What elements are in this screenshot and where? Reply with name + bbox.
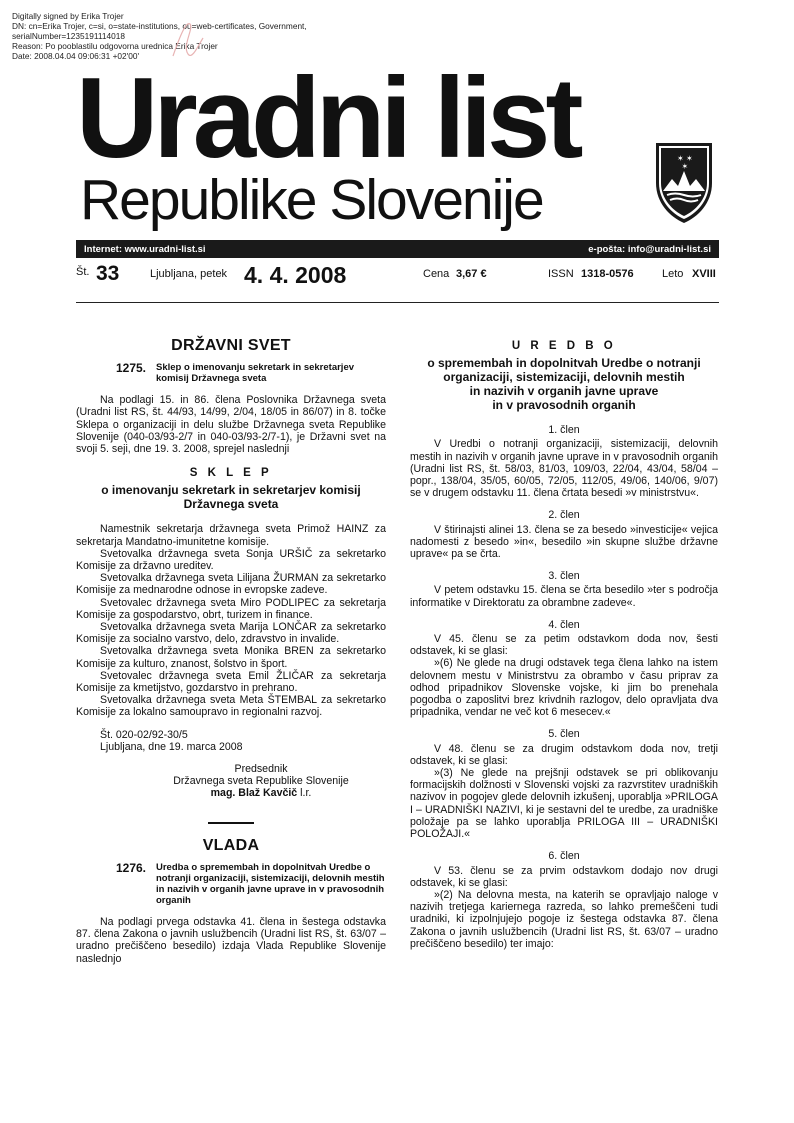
act-title-line: in v pravosodnih organih bbox=[492, 398, 636, 413]
act-title-line: in nazivih v organih javne uprave bbox=[469, 384, 659, 399]
signatory-org: Državnega sveta Republike Slovenije bbox=[173, 775, 349, 788]
signatory bbox=[136, 763, 386, 800]
issn-value: 1318-0576 bbox=[581, 268, 634, 280]
entry-title: Sklep o imenovanju sekretark in sekretarjev komisij Državnega sveta bbox=[156, 362, 355, 385]
website-link[interactable]: Internet: www.uradni-list.si bbox=[84, 243, 206, 255]
year-label: Leto bbox=[662, 268, 684, 280]
act-title: o imenovanju sekretark in sekretarjev komisij Državnega sveta bbox=[101, 483, 361, 512]
paragraph: Svetovalec državnega sveta Emil ŽLIČAR za sekretarja Komisije za kmetijstvo, gozdarstvo in prehrano. bbox=[76, 669, 386, 695]
signature-line: DN: cn=Erika Trojer, c=si, o=state-institutions, ou=web-certificates, Government, bbox=[12, 21, 307, 31]
section-heading: DRŽAVNI SVET bbox=[171, 337, 291, 354]
issue-date: 4. 4. 2008 bbox=[244, 262, 347, 288]
entry-header bbox=[76, 862, 386, 906]
paragraph: V 53. členu se za prvim odstavkom dodajo nov drugi odstavek, ki se glasi: bbox=[410, 864, 718, 889]
masthead-subtitle: Republike Slovenije bbox=[80, 168, 543, 232]
paragraph: Svetovalka državnega sveta Marija LONČAR za sekretarko Komisije za socialno varstvo, delo, zdravstvo in invalide. bbox=[76, 621, 386, 646]
article-heading: 4. člen bbox=[548, 618, 580, 631]
entry-number: 1275. bbox=[115, 361, 146, 376]
digital-signature bbox=[12, 11, 307, 61]
signatory-suffix: l.r. bbox=[297, 787, 312, 800]
act-title bbox=[410, 356, 718, 412]
paragraph: »(3) Ne glede na prejšnji odstavek se pri oblikovanju formacijskih dolžnosti v Slovenski vojski za razvrstitev uradniških nazivov in pogojev glede delovnih izkušenj, uporablja »PRILOGA I – URADNIŠKI NAZIVI, ki je sestavni del te uredbe, za uradniške položaje pa se lahko uporablja PRILOGA III – URADNIŠKI POLOŽAJI.« bbox=[410, 767, 718, 841]
issue-number-label: Št. bbox=[76, 266, 90, 278]
article-heading: 6. člen bbox=[548, 850, 580, 863]
signatory-name: mag. Blaž Kavčič bbox=[210, 787, 298, 800]
paragraph: Na podlagi prvega odstavka 41. člena in šestega odstavka 87. člena Zakona o javnih uslužbencih (Uradni list RS, št. 63/07 – uradno prečiščeno besedilo) izdaja Vlada Republike Slovenije naslednjo bbox=[76, 915, 386, 965]
article-heading: 3. člen bbox=[548, 570, 580, 583]
header-divider bbox=[76, 302, 719, 303]
paragraph: V 48. členu se za drugim odstavkom doda nov, tretji odstavek, ki se glasi: bbox=[410, 742, 718, 767]
price-value: 3,67 € bbox=[456, 268, 487, 280]
paragraph: Na podlagi 15. in 86. člena Poslovnika Državnega sveta (Uradni list RS, št. 44/93, 14/99, 2/04, 18/05 in 86/07) in 8. točke Sklepa o organizaciji in delu službe Državnega sveta Republike Slovenije (040-03/93-2/7 in 040-03/93-2/7-1), je Državni svet na svoji 5. seji, dne 19. 3. 2008, sprejel naslednji bbox=[76, 394, 386, 456]
paragraph: Svetovalka državnega sveta Lilijana ŽURMAN za sekretarko Komisije za mednarodne odnose in evropske zadeve. bbox=[76, 572, 386, 597]
coat-of-arms-icon bbox=[650, 139, 718, 225]
paragraph: Namestnik sekretarja državnega sveta Primož HAINZ za sekretarja Mandatno-imunitetne komisije. bbox=[76, 523, 386, 548]
paragraph: V štirinajsti alinei 13. člena se za besedo »investicije« vejica nadomesti z besedo »in«, besedilo »in skupne službe državne uprave« pa se črta. bbox=[410, 523, 718, 561]
paragraph: »(6) Ne glede na drugi odstavek tega člena lahko na istem delovnem mestu v Ministrstvu za obrambo v času priprav za odhod pripadnikov Slovenske vojske, ki jim bo prenehala pogodba o zaposlitvi brez krivdnih razlogov, delo opravljata dva pripadnika, vendar ne več kot 6 mesecev.« bbox=[410, 657, 718, 719]
left-column bbox=[76, 337, 386, 965]
email-link[interactable]: e-pošta: info@uradni-list.si bbox=[588, 243, 711, 255]
paragraph: Svetovalec državnega sveta Miro PODLIPEC za sekretarja Komisije za gospodarstvo, obrt, turizem in finance. bbox=[76, 596, 386, 621]
paragraph: Svetovalka državnega sveta Monika BREN za sekretarko Komisije za kulturo, znanost, šolstvo in šport. bbox=[76, 645, 386, 670]
issue-place-day: Ljubljana, petek bbox=[150, 268, 228, 280]
article-heading: 2. člen bbox=[548, 509, 580, 522]
signature-line: Reason: Po pooblastilu odgovorna urednica Erika Trojer bbox=[12, 41, 218, 51]
article-heading: 1. člen bbox=[548, 424, 580, 437]
right-column bbox=[410, 340, 718, 950]
masthead-title: Uradni list bbox=[76, 55, 579, 182]
act-title-line: organizaciji, sistemizaciji, delovnih mestih bbox=[443, 370, 685, 385]
issn-label: ISSN bbox=[548, 268, 574, 280]
paragraph: »(2) Na delovna mesta, na katerih se opravljajo naloge v nazivih tretjega kariernega razreda, so lahko premeščeni tudi uradniki, ki izpolnjujejo pogoje iz šestega odstavka 87. člena Zakona o javnih uslužbencih (Uradni list RS, št. 63/07 – uradno prečiščeno besedilo) ter imajo: bbox=[410, 888, 718, 950]
paragraph: V 45. členu se za petim odstavkom doda nov, šesti odstavek, ki se glasi: bbox=[410, 633, 718, 658]
article-heading: 5. člen bbox=[548, 728, 580, 741]
reference-date: Ljubljana, dne 19. marca 2008 bbox=[100, 740, 243, 753]
entry-header bbox=[76, 362, 386, 384]
signatory-name-line bbox=[136, 787, 386, 799]
price-label: Cena bbox=[423, 268, 450, 280]
issue-number: 33 bbox=[96, 262, 120, 285]
act-type: U R E D B O bbox=[511, 340, 617, 352]
entry-title: Uredba o spremembah in dopolnitvah Uredbe o notranji organizaciji, sistemizaciji, delovnih mestih in nazivih v organih javne uprave in v pravosodnih organih bbox=[156, 861, 385, 906]
contact-bar bbox=[76, 240, 719, 258]
act-title-line: o spremembah in dopolnitvah Uredbe o notranji bbox=[427, 356, 701, 371]
section-heading: VLADA bbox=[202, 836, 260, 854]
svg-text:✶: ✶ bbox=[677, 154, 684, 163]
paragraph: Svetovalka državnega sveta Sonja URŠIČ za sekretarko Komisije za državno ureditev. bbox=[76, 547, 386, 573]
year-value: XVIII bbox=[692, 268, 716, 280]
svg-text:✶: ✶ bbox=[681, 162, 689, 171]
issue-info bbox=[76, 262, 719, 292]
paragraph: V petem odstavku 15. člena se črta besedilo »ter s področja informatike v Direktoratu za obrambne zadeve«. bbox=[410, 584, 718, 609]
svg-text:✶: ✶ bbox=[686, 154, 693, 163]
reference-number: Št. 020-02/92-30/5 bbox=[100, 728, 188, 741]
signatory-role: Predsednik bbox=[234, 763, 288, 776]
paragraph: Svetovalka državnega sveta Meta ŠTEMBAL za sekretarko Komisije za lokalno samoupravo in regionalni razvoj. bbox=[76, 694, 386, 719]
signature-line: Date: 2008.04.04 09:06:31 +02'00' bbox=[12, 51, 140, 61]
act-type: S K L E P bbox=[189, 467, 273, 480]
signature-line: Digitally signed by Erika Trojer bbox=[12, 11, 124, 21]
entry-number: 1276. bbox=[115, 860, 146, 875]
paragraph: V Uredbi o notranji organizaciji, sistemizaciji, delovnih mestih in nazivih v organih javne uprave in v pravosodnih organih (Uradni list RS, št. 58/03, 81/03, 109/03, 22/04, 43/04, 58/04 – popr., 138/04, 35/05, 60/05, 72/05, 112/05, 49/06, 140/06, 9/07) se v drugem odstavku 11. člena črtata besedi »v ministrstvu«. bbox=[410, 438, 718, 500]
signature-line: serialNumber=1235191114018 bbox=[12, 31, 125, 41]
section-separator bbox=[208, 822, 254, 824]
